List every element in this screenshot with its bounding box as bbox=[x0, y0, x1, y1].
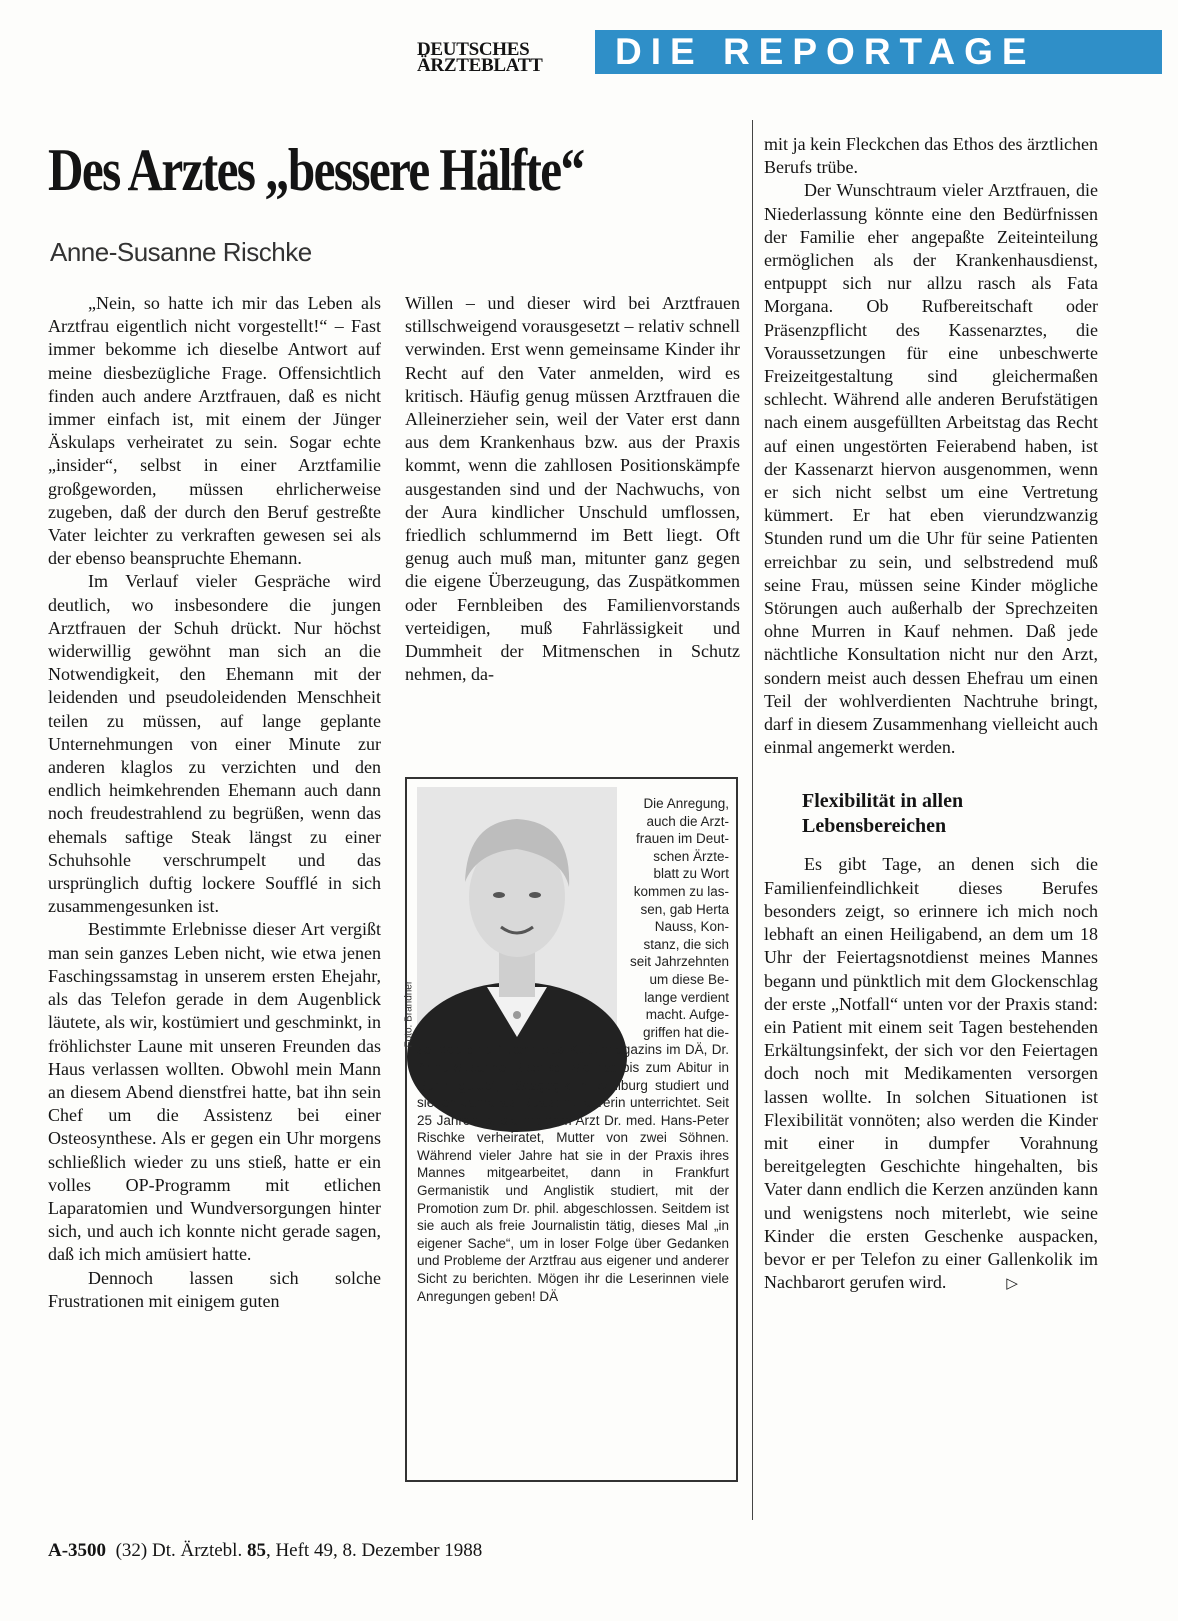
page-footer bbox=[48, 1540, 482, 1562]
paragraph: „Nein, so hatte ich mir das Leben als Arztfrau eigentlich nicht vorgestellt!“ – Fast immer bekomme ich dieselbe Antwort auf meine diesbezügliche Frage. Offensichtlich finden auch andere Arztfrauen, daß es nicht immer einfach ist, mit einem der Jünger Äskulaps verheiratet zu sein. Sogar echte „insider“, selbst in einer Arztfamilie großgeworden, müssen ehrlicherweise zugeben, daß der durch den Beruf gestreßte Vater leichter zu verkraften gewesen sei als der ebenso beanspruchte Ehemann. bbox=[48, 293, 381, 569]
box-line: sen, gab Herta bbox=[640, 901, 729, 917]
paragraph: mit ja kein Fleckchen das Ethos des ärztlichen Berufs trübe. bbox=[764, 134, 1098, 178]
paragraph: Im Verlauf vieler Gespräche wird deutlich, wo insbesondere die jungen Arztfrauen der Schuh drückt. Nur höchst widerwillig gewöhnt man sich an die Notwendigkeit, den Ehemann mit der leidenden und pseudoleidenden Menschheit teilen zu müssen, auf lange geplante Unternehmungen von einer Minute zur anderen klaglos zu verzichten und den endlich heimkehrenden Ehemann auch dann noch freudestrahlend zu begrüßen, wenn das ehemals saftige Steak längst zu einer Schuhsohle verschrumpelt und das ursprünglich duftig lockere Soufflé in sich zusammengesunken ist. bbox=[48, 571, 381, 917]
paragraph-text: Es gibt Tage, an denen sich die Familienfeindlichkeit dieses Berufes besonders zeigt, so erinnere ich mich noch lebhaft an einen Heiligabend, an dem um 18 Uhr der Feiertagsnotdienst meines Mannes begann und pünktlich mit dem Glockenschlag der erste „Notfall“ unten vor der Praxis stand: ein Patient mit einem seit Tagen bestehenden Erkältungsinfekt, der sich vor den Feiertagen doch noch mit Medikamenten versorgen lassen wollte. In solchen Situationen ist Flexibilität vonnöten; also werden die Kinder mit einer in dumpfer Vorahnung bereitgelegten Geschichte hingehalten, bis Vater dann endlich die Kerzen anzünden kann und wenigstens noch miterlebt, wie seine Kinder die ersten Geschenke auspacken, bevor er per Telefon zu einer Gallenkolik im Nachbarort gerufen wird. bbox=[764, 854, 1098, 1293]
paragraph: Bestimmte Erlebnisse dieser Art vergißt man sein ganzes Leben nicht, wie etwa jenen Faschingssamstag in unserem ersten Ehejahr, als das Telefon gerade in dem Augenblick läutete, als wir, kostümiert und geschminkt, in fröhlichster Laune mit unseren Freunden das Haus verlassen wollten. Obwohl mein Mann an diesem Abend dienstfrei hatte, bat ihn sein Chef um die Assistenz bei einer Osteosynthese. Als er gegen ein Uhr morgens schließlich wieder zu uns stieß, hatte er ein volles OP-Programm mit etlichen Laparatomien und Wundversorgungen hinter sich, und auch ich konnte nicht gerade sagen, daß ich mich amüsiert hatte. bbox=[48, 919, 381, 1265]
volume-number: 85 bbox=[246, 1540, 266, 1561]
footer-citation: (32) Dt. Ärztebl. bbox=[115, 1540, 247, 1561]
author-info-text bbox=[417, 795, 729, 1305]
paragraph bbox=[764, 853, 1098, 1295]
section-banner: DIE REPORTAGE bbox=[595, 30, 1162, 74]
box-line: frauen im Deut- bbox=[635, 831, 729, 847]
box-line: Nauss, Kon- bbox=[654, 919, 729, 935]
paragraph: Dennoch lassen sich solche Frustrationen mit einigem guten bbox=[48, 1267, 381, 1311]
continue-arrow-icon: ▷ bbox=[1006, 1274, 1018, 1293]
box-line: macht. Aufge- bbox=[645, 1007, 729, 1023]
box-line: um diese Be- bbox=[649, 971, 729, 987]
column-divider bbox=[752, 120, 753, 1520]
subheading-line-1: Flexibilität in allen bbox=[802, 790, 964, 813]
box-line: kommen zu las- bbox=[633, 883, 729, 899]
box-paragraph: se Idee eine Autorin des Kulturmagazins im DÄ, Dr. Anne-Susanne Rischke. Sie hat bis zum Abitur in Berlin gelebt, Pädagogik in Weilburg studiert und sieben Jahre als Realschullehrerin unterrichtet. Seit 25 Jahren ist sie mit dem Arzt Dr. med. Hans-Peter Rischke verheiratet, Mutter von zwei Söhnen. Während vieler Jahre hat sie in der Praxis ihres Mannes mitgearbeitet, dann in Frankfurt Germanistik und Anglistik studiert, mit der Promotion zum Dr. phil. abgeschlossen. Seitdem ist sie auch als freie Journalistin tätig, dieses Mal „in eigener Sache“, um in loser Folge über Gedanken und Probleme der Arztfrau aus eigener und anderer Sicht zu berichten. Mögen ihr die Leserinnen viele Anregungen geben! DÄ bbox=[417, 1042, 729, 1304]
text-column-3 bbox=[764, 133, 1098, 1295]
box-line: auch die Arzt- bbox=[646, 813, 729, 829]
photo-credit: Foto: Brandner bbox=[403, 980, 415, 1048]
article-author: Anne-Susanne Rischke bbox=[50, 237, 312, 267]
box-line: Die Anregung, bbox=[643, 796, 729, 811]
box-line: schen Ärzte- bbox=[653, 848, 729, 864]
footer-issue-date: , Heft 49, 8. Dezember 1988 bbox=[265, 1540, 483, 1561]
box-line: seit Jahrzehnten bbox=[629, 954, 729, 970]
journal-logo bbox=[417, 39, 585, 76]
box-line: lange verdient bbox=[644, 989, 729, 1005]
box-line: griffen hat die- bbox=[642, 1024, 729, 1040]
brand-line-1: DEUTSCHES bbox=[417, 39, 530, 60]
subheading-line-2: Lebensbereichen bbox=[802, 815, 947, 838]
box-line: blatt zu Wort bbox=[653, 866, 729, 882]
box-line: stanz, die sich bbox=[643, 936, 729, 952]
author-info-box bbox=[405, 777, 738, 1482]
text-column-2 bbox=[405, 292, 740, 686]
paragraph: Der Wunschtraum vieler Arztfrauen, die Niederlassung könnte eine den Bedürfnissen der Familie eher angepaßte Zeiteinteilung ermöglichen als der Krankenhausdienst, entpuppt sich nur allzu rasch als Fata Morgana. Ob Rufbereitschaft oder Präsenzpflicht des Kassenarztes, die Voraussetzungen für eine unbeschwerte Freizeitgestaltung sind gleichermaßen schlecht. Während alle anderen Berufstätigen nach einem ausgefüllten Arbeitstag das Recht auf einen ungestörten Feierabend haben, ist der Kassenarzt hiervon ausgenommen, wenn er sich nicht selbst um eine Vertretung kümmert. Er hat eben vierundzwanzig Stunden rund um die Uhr für seine Patienten erreichbar zu sein, und selbstredend muß seine Frau, müssen seine Kinder mögliche Störungen auch außerhalb der Sprechzeiten ohne Murren in Kauf nehmen. Daß jede nächtliche Konsultation nicht nur den Arzt, sondern meist auch dessen Ehefrau um einen Teil der wohlverdienten Nachtruhe bringt, darf in diesem Zusammenhang vielleicht auch einmal angemerkt werden. bbox=[764, 180, 1098, 758]
masthead bbox=[417, 30, 1162, 80]
section-subheading bbox=[802, 789, 1098, 839]
article-headline: Des Arztes „bessere Hälfte“ bbox=[48, 137, 584, 203]
page-number: A-3500 bbox=[48, 1540, 107, 1561]
paragraph: Willen – und dieser wird bei Arztfrauen stillschweigend vorausgesetzt – relativ schnell verwinden. Erst wenn gemeinsame Kinder ihr Recht auf den Vater anmelden, wird es kritisch. Häufig genug müssen Arztfrauen die Alleinerzieher sein, weil der Vater erst dann aus dem Krankenhaus bzw. aus der Praxis kommt, wenn die zahllosen Positionskämpfe ausgestanden sind und der Nachwuchs, von der Aura kindlicher Unschuld umflossen, friedlich schlummernd im Bett liegt. Oft genug auch muß man, mitunter ganz gegen die eigene Überzeugung, das Zuspätkommen oder Fernbleiben des Familienvorstands verteidigen, muß Fahrlässigkeit und Dummheit der Mitmenschen in Schutz nehmen, da- bbox=[405, 293, 740, 685]
text-column-1 bbox=[48, 292, 381, 1313]
brand-line-2: ÄRZTEBLATT bbox=[417, 55, 543, 76]
